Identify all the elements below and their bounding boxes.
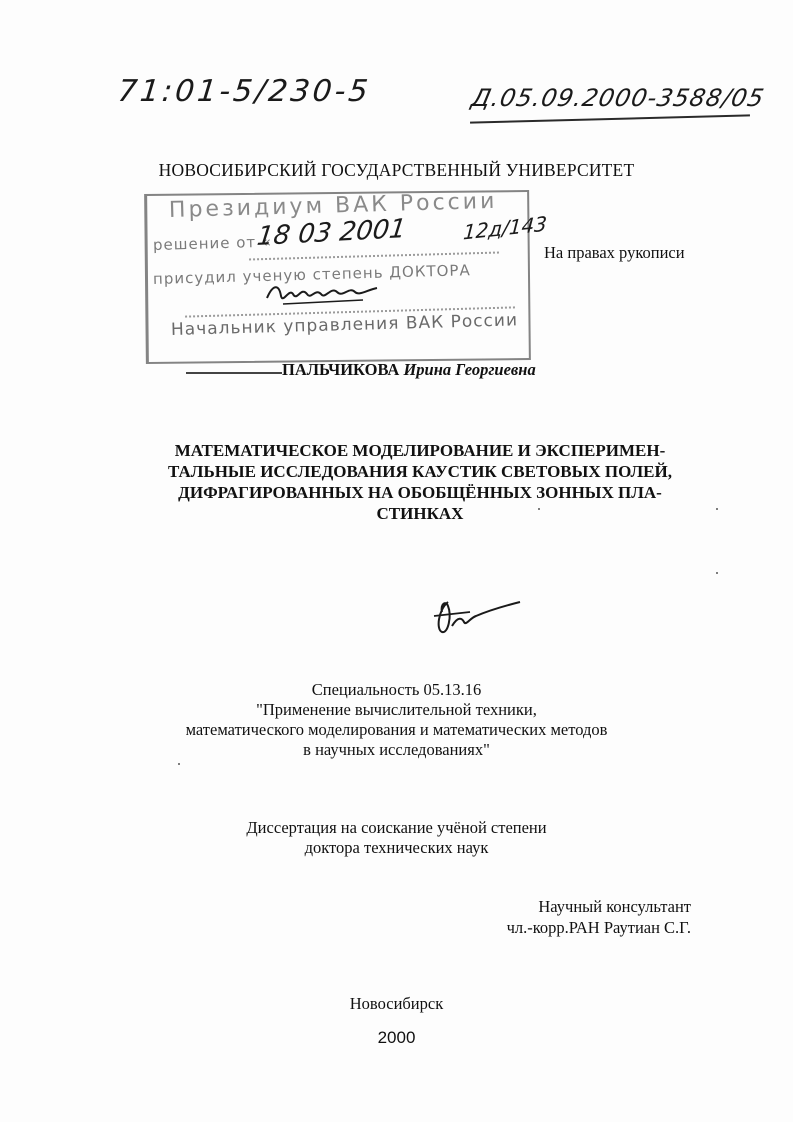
degree-block	[0, 818, 793, 858]
stamp-underline	[186, 372, 282, 374]
title-line: МАТЕМАТИЧЕСКОЕ МОДЕЛИРОВАНИЕ И ЭКСПЕРИМЕН-	[174, 441, 666, 460]
stamp-line-decision: решение от «	[152, 232, 273, 254]
university-name: НОВОСИБИРСКИЙ ГОСУДАРСТВЕННЫЙ УНИВЕРСИТЕТ	[158, 160, 635, 180]
specialty-code: Специальность 05.13.16	[311, 680, 482, 699]
title-line: ТАЛЬНЫЕ ИССЛЕДОВАНИЯ КАУСТИК СВЕТОВЫХ ПОЛЕЙ,	[168, 462, 672, 481]
consultant-name: чл.-корр.РАН Раутиан С.Г.	[506, 918, 691, 937]
scan-speck	[716, 572, 718, 574]
title-line: СТИНКАХ	[376, 504, 464, 523]
scan-speck	[178, 763, 180, 765]
city: Новосибирск	[349, 994, 444, 1013]
specialty-line: математического моделирования и математических методов	[185, 720, 608, 739]
author-name	[282, 360, 536, 380]
author-given-names: Ирина Георгиевна	[403, 360, 536, 379]
stamp-handwritten-number: 12д/143	[462, 211, 548, 245]
degree-line: доктора технических наук	[304, 838, 489, 857]
stamp-line-head: Начальник управления ВАК России	[170, 310, 519, 340]
author-surname: ПАЛЬЧИКОВА	[282, 360, 400, 379]
stamp-handwritten-date: 18 03 2001	[255, 213, 408, 253]
thesis-title	[160, 440, 680, 524]
consultant-label: Научный консультант	[538, 897, 691, 916]
specialty-line: "Применение вычислительной техники,	[256, 700, 537, 719]
title-line: ДИФРАГИРОВАННЫХ НА ОБОБЩЁННЫХ ЗОННЫХ ПЛА-	[178, 483, 662, 502]
scan-speck	[538, 508, 540, 510]
handwritten-signature	[430, 596, 530, 644]
year: 2000	[377, 1028, 416, 1047]
specialty-block	[0, 680, 793, 760]
scan-speck	[716, 508, 718, 510]
handwritten-archive-code: 71:01-5/230-5	[116, 74, 373, 109]
handwritten-date-code: Д.05.09.2000-3588/05	[469, 84, 768, 112]
rights-note: На правах рукописи	[544, 243, 685, 262]
consultant-block	[507, 896, 691, 938]
stamp-line-awarded: присудил ученую степень ДОКТОРА	[152, 261, 471, 288]
degree-line: Диссертация на соискание учёной степени	[246, 818, 547, 837]
specialty-line: в научных исследованиях"	[303, 740, 490, 759]
stamp-line-presidium: Президиум ВАК России	[168, 188, 498, 223]
stamp-handwritten-word	[263, 274, 383, 308]
vak-stamp	[145, 188, 548, 360]
handwritten-underline	[470, 114, 750, 123]
